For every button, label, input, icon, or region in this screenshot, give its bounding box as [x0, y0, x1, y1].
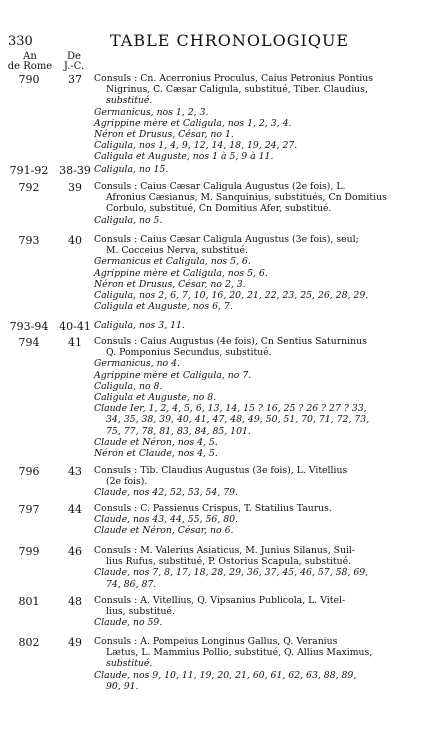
reference-line: Germanicus, no 4. — [94, 358, 180, 370]
reference-line: Claude Ier, 1, 2, 4, 5, 6, 13, 14, 15 ? 16, 25 ? 26 ? 27 ? 33, — [94, 403, 367, 415]
year-an-de-rome: 793-94 — [9, 320, 49, 333]
year-an-de-rome: 802 — [18, 636, 40, 649]
reference-line: Claude et Néron, César, no 6. — [94, 525, 234, 537]
reference-line: Claude, nos 9, 10, 11, 19, 20, 21, 60, 61, 62, 63, 88, 89, — [94, 669, 357, 681]
reference-line: Néron et Drusus, César, no 1. — [94, 129, 234, 141]
consuls-line: Consuls : Caius Cæsar Caligula Augustus (2e fois), L. — [94, 181, 346, 192]
reference-line: Agrippine mère et Caligula, nos 5, 6. — [94, 267, 268, 279]
year-de-jc: 39 — [68, 181, 82, 194]
year-an-de-rome: 799 — [18, 545, 40, 558]
reference-line: Germanicus, nos 1, 2, 3. — [94, 106, 209, 118]
entry-text — [94, 181, 434, 226]
consuls-line: Corbulo, substitué, Cn Domitius Afer, substitué. — [106, 203, 332, 215]
consuls-line: Consuls : A. Pompeius Longinus Gallus, Q. Veranius — [94, 636, 338, 647]
year-an-de-rome: 796 — [18, 465, 40, 478]
reference-line: Caligula, nos 2, 6, 7, 10, 16, 20, 21, 22, 23, 25, 26, 28, 29. — [94, 290, 369, 302]
reference-line: Germanicus et Caligula, nos 5, 6. — [94, 256, 251, 268]
reference-line: Claude, nos 7, 8, 17, 18, 28, 29, 36, 37, 45, 46, 57, 58, 69, — [94, 567, 369, 579]
reference-line: 90, 91. — [106, 680, 139, 692]
entry-text — [94, 465, 434, 499]
reference-line: Caligula, no 15. — [94, 164, 169, 175]
consuls-line: Consuls : Cn. Acerronius Proculus, Caius Petronius Pontius — [94, 73, 374, 84]
reference-line: Caligula et Auguste, no 8. — [94, 392, 217, 404]
reference-line: Caligula, nos 3, 11. — [94, 320, 185, 331]
entry-text — [94, 595, 434, 629]
entry-text — [94, 234, 434, 312]
reference-line: 34, 35, 38, 39, 40, 41, 47, 48, 49, 50, 51, 70, 71, 72, 73, — [106, 414, 370, 426]
consuls-line: Consuls : C. Passienus Crispus, T. Statilius Taurus. — [94, 503, 332, 514]
consuls-line: Consuls : A. Vitellius, Q. Vipsanius Publicola, L. Vitel- — [94, 595, 346, 606]
entry-text — [94, 336, 434, 459]
column-header-an-line-2: de Rome — [7, 61, 53, 72]
consuls-line: Consuls : Caius Augustus (4e fois), Cn Sentius Saturninus — [94, 336, 367, 347]
consuls-line: Consuls : Caius Cæsar Caligula Augustus (3e fois), seul; — [94, 234, 359, 245]
reference-line: substitué. — [106, 95, 153, 107]
entry-text — [94, 636, 434, 692]
column-header-an-de-rome — [4, 52, 56, 72]
column-header-de-jc — [56, 52, 92, 72]
year-de-jc: 40-41 — [59, 320, 91, 333]
consuls-line: Lætus, L. Mammius Pollio, substitué, Q. Allius Maximus, — [106, 647, 373, 659]
year-an-de-rome: 801 — [18, 595, 40, 608]
consuls-line: lius Rufus, substitué, P. Ostorius Scapula, substitué. — [106, 556, 352, 568]
year-de-jc: 41 — [68, 336, 82, 349]
reference-line: Caligula, no 5. — [94, 214, 163, 226]
column-header-de-line-2: J.-C. — [63, 61, 85, 72]
consuls-line: (2e fois). — [106, 476, 148, 488]
reference-line: Agrippine mère et Caligula, no 7. — [94, 369, 252, 381]
reference-line: Agrippine mère et Caligula, nos 1, 2, 3, 4. — [94, 117, 292, 129]
year-an-de-rome: 794 — [18, 336, 40, 349]
page-title: TABLE CHRONOLOGIQUE — [110, 31, 350, 50]
consuls-line: Nigrinus, C. Cæsar Caligula, substitué, Tiber. Claudius, — [106, 84, 368, 96]
year-de-jc: 46 — [68, 545, 82, 558]
entry-text — [94, 73, 434, 163]
consuls-line: Q. Pomponius Secundus, substitué. — [106, 347, 272, 359]
consuls-line: Consuls : Tib. Claudius Augustus (3e fois), L. Vitellius — [94, 465, 348, 476]
page-number: 330 — [8, 34, 33, 49]
year-de-jc: 48 — [68, 595, 82, 608]
entry-text — [94, 164, 434, 175]
consuls-line: lius, substitué. — [106, 606, 175, 618]
column-header-de-line-1: De — [67, 51, 81, 62]
year-de-jc: 40 — [68, 234, 82, 247]
entry-text — [94, 503, 434, 537]
column-header-an-line-1: An — [23, 51, 37, 62]
consuls-line: M. Cocceius Nerva, substitué. — [106, 245, 248, 257]
year-an-de-rome: 790 — [18, 73, 40, 86]
consuls-line: Consuls : M. Valerius Asiaticus, M. Junius Silanus, Suil- — [94, 545, 356, 556]
entry-text — [94, 320, 434, 331]
reference-line: 74, 86, 87. — [106, 578, 157, 590]
reference-line: Néron et Drusus, César, no 2, 3. — [94, 278, 246, 290]
reference-line: Claude, no 59. — [94, 617, 163, 629]
reference-line: Claude et Néron, nos 4, 5. — [94, 436, 218, 448]
reference-line: 75, 77, 78, 81, 83, 84, 85, 101. — [106, 425, 251, 437]
year-an-de-rome: 791-92 — [9, 164, 49, 177]
entry-text — [94, 545, 434, 590]
year-an-de-rome: 792 — [18, 181, 40, 194]
reference-line: Claude, nos 42, 52, 53, 54, 79. — [94, 487, 239, 499]
reference-line: Claude, nos 43, 44, 55, 56, 80. — [94, 514, 239, 526]
year-an-de-rome: 793 — [18, 234, 40, 247]
year-de-jc: 43 — [68, 465, 82, 478]
reference-line: substitué. — [106, 658, 153, 670]
year-de-jc: 38-39 — [59, 164, 91, 177]
reference-line: Caligula et Auguste, nos 6, 7. — [94, 301, 233, 313]
year-an-de-rome: 797 — [18, 503, 40, 516]
reference-line: Néron et Claude, nos 4, 5. — [94, 448, 218, 460]
year-de-jc: 49 — [68, 636, 82, 649]
reference-line: Caligula, nos 1, 4, 9, 12, 14, 18, 19, 24, 27. — [94, 140, 298, 152]
consuls-line: Afronius Cæsianus, M. Sanquinius, substitués, Cn Domitius — [106, 192, 387, 204]
year-de-jc: 37 — [68, 73, 82, 86]
reference-line: Caligula et Auguste, nos 1 à 5, 9 à 11. — [94, 151, 274, 163]
year-de-jc: 44 — [68, 503, 82, 516]
reference-line: Caligula, no 8. — [94, 380, 163, 392]
